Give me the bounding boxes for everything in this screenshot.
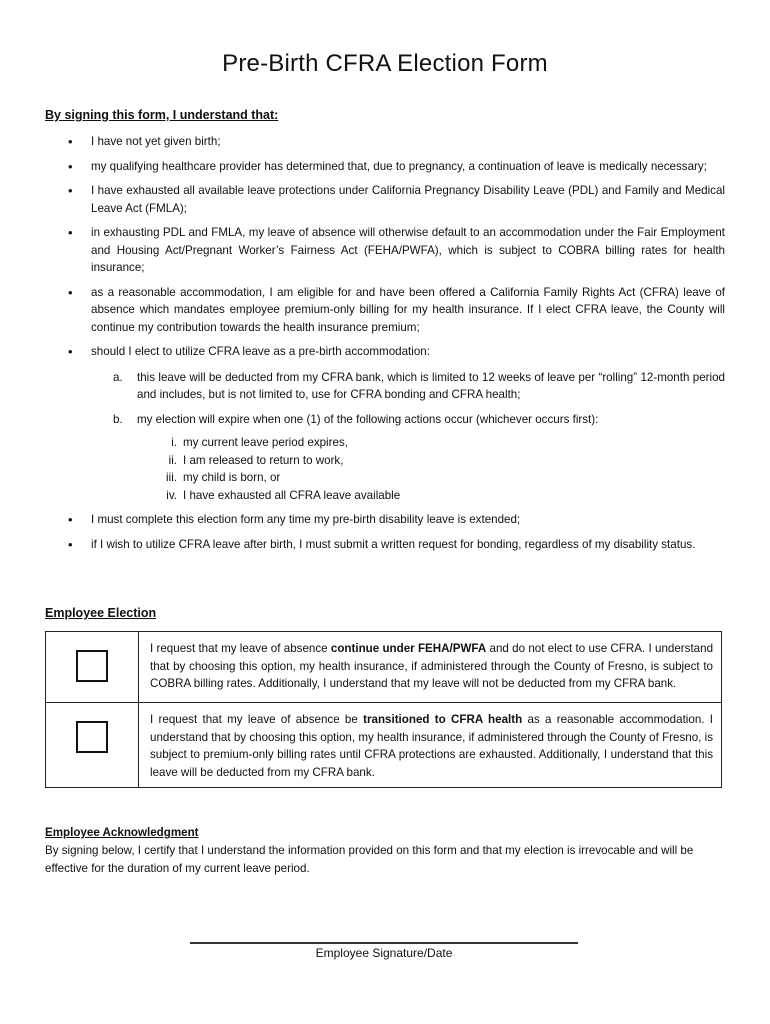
roman-item-text: my current leave period expires, <box>183 436 348 449</box>
terms-list <box>45 133 725 560</box>
checkbox-cell <box>46 703 139 788</box>
intro-heading: By signing this form, I understand that: <box>45 108 279 122</box>
bullet-text: should I elect to utilize CFRA leave as a pre-birth accommodation: <box>91 345 430 358</box>
bullet-text: in exhausting PDL and FMLA, my leave of absence will otherwise default to an accommodation under the Fair Employment and Housing Act/Pregnant Worker’s Fairness Act (FEHA/PWFA), which is subject to COBRA billing rates for health insurance; <box>91 226 725 274</box>
bullet-text: my qualifying healthcare provider has determined that, due to pregnancy, a continuation of leave is medically necessary; <box>91 159 707 173</box>
acknowledgment-text: By signing below, I certify that I understand the information provided on this form and that my election is irrevocable and will be effective for the duration of my current leave period. <box>45 844 694 875</box>
list-marker: iii. <box>166 471 177 484</box>
checkbox-cell <box>46 632 139 703</box>
roman-list <box>137 434 725 504</box>
option-text-cell <box>139 703 722 788</box>
list-marker: a. <box>113 370 123 384</box>
list-item <box>137 434 725 452</box>
bullet-text: as a reasonable accommodation, I am eligible for and have been offered a California Family Rights Act (CFRA) leave of absence which mandates employee premium-only billing for my health insurance. If I elect CFRA leave, the County will continue my contribution towards the health insurance premium; <box>91 285 725 334</box>
list-item <box>45 284 725 337</box>
table-row <box>46 703 722 788</box>
list-item <box>137 469 725 487</box>
sub-item-text: this leave will be deducted from my CFRA bank, which is limited to 12 weeks of leave per “rolling” 12-month period and includes, but is not limited to, use for CFRA bonding and CFRA health; <box>137 370 725 401</box>
bullet-text: if I wish to utilize CFRA leave after birth, I must submit a written request for bonding, regardless of my disability status. <box>91 537 696 551</box>
roman-item-text: I am released to return to work, <box>183 453 344 467</box>
list-marker: b. <box>113 412 123 426</box>
page-title: Pre-Birth CFRA Election Form <box>222 50 548 77</box>
list-item <box>45 511 725 529</box>
sub-item-text: my election will expire when one (1) of the following actions occur (whichever occurs first): <box>137 412 599 426</box>
option-emphasis: continue under FEHA/PWFA <box>330 642 487 655</box>
list-item <box>45 158 725 176</box>
option-emphasis: transitioned to CFRA health <box>363 713 523 726</box>
table-row <box>46 632 722 703</box>
signature-label: Employee Signature/Date <box>315 946 453 960</box>
list-marker: i. <box>171 436 177 449</box>
option-text-cell <box>139 632 722 703</box>
list-item <box>45 224 725 277</box>
bullet-text: I must complete this election form any time my pre-birth disability leave is extended; <box>91 513 521 526</box>
list-item <box>45 536 725 554</box>
list-item <box>91 369 725 404</box>
bullet-text: I have exhausted all available leave protections under California Pregnancy Disability Leave (PDL) and Family and Medical Leave Act (FMLA); <box>91 184 725 215</box>
election-table <box>45 631 722 788</box>
list-item <box>45 133 725 151</box>
list-item <box>137 487 725 505</box>
option-text: as a reasonable accommodation. I understand that by choosing this option, my health insurance, if administered through the County of Fresno, is subject to premium-only billing rates until CFRA protections are exhausted. Additionally, I understand that this leave will be deducted from my CFRA bank. <box>150 713 713 779</box>
cfra-health-checkbox[interactable] <box>76 721 108 753</box>
bullet-text: I have not yet given birth; <box>91 135 221 148</box>
acknowledgment-heading: Employee Acknowledgment <box>45 826 199 839</box>
feha-pwfa-checkbox[interactable] <box>76 650 108 682</box>
election-heading: Employee Election <box>45 606 157 620</box>
roman-item-text: my child is born, or <box>183 471 281 484</box>
list-item <box>91 411 725 505</box>
sub-list <box>91 369 725 505</box>
option-text: I request that my leave of absence be <box>150 713 364 726</box>
option-text: and do not elect to use CFRA. I understand that by choosing this option, my health insurance, if administered through the County of Fresno, is subject to COBRA billing rates. Additionally, I understand that my leave will not be deducted from my CFRA bank. <box>150 642 714 690</box>
list-item <box>45 182 725 217</box>
option-text: I request that my leave of absence <box>150 642 331 655</box>
list-item <box>45 343 725 504</box>
list-item <box>137 452 725 470</box>
list-marker: ii. <box>168 453 177 467</box>
signature-line[interactable] <box>190 942 578 944</box>
roman-item-text: I have exhausted all CFRA leave available <box>183 488 401 502</box>
list-marker: iv. <box>166 488 177 502</box>
